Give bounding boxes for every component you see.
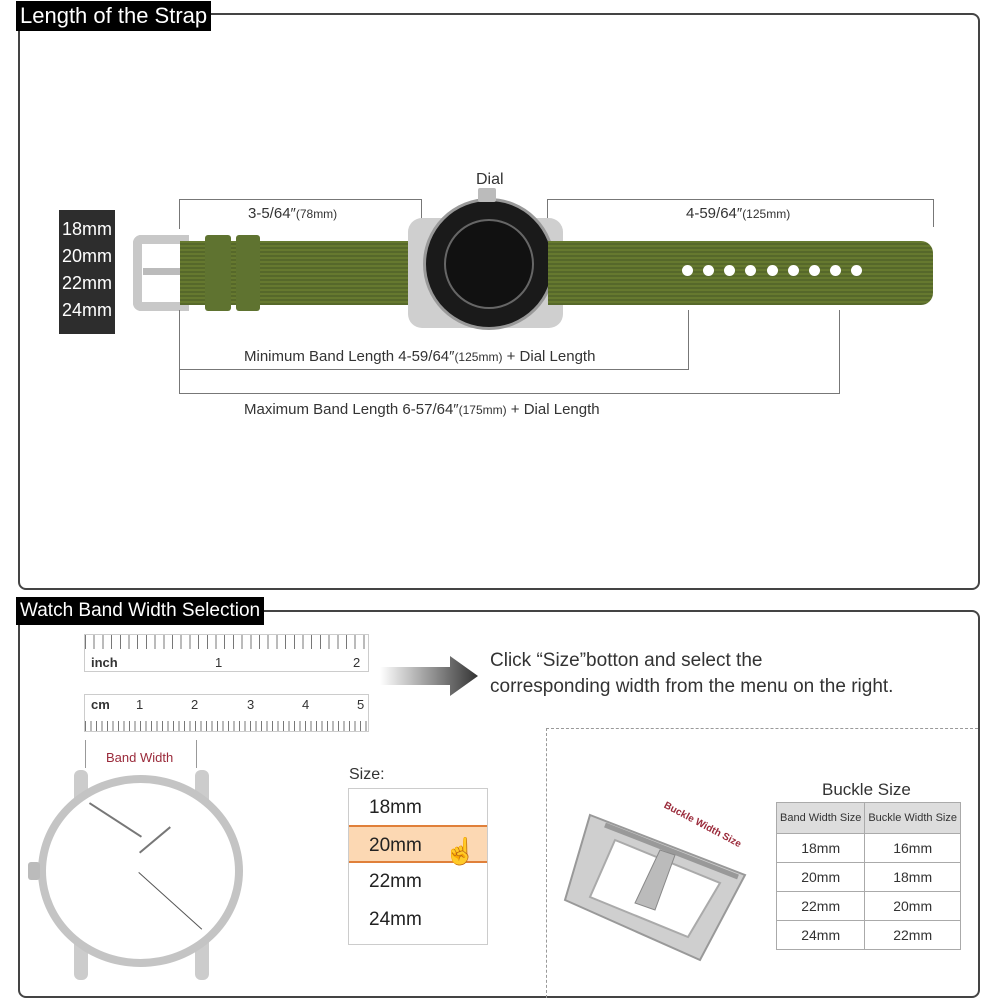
buckle-width-cell: 16mm [865,834,961,863]
inch-ruler [84,634,369,672]
long-side-mm: (125mm) [742,207,791,221]
size-option-20mm[interactable]: 20mm [349,825,487,863]
cm-mark-1: 1 [136,697,144,712]
long-side-inches: 4-59/64″ [686,205,743,222]
strap-hole [767,265,778,276]
watch-crown [478,188,496,202]
strap-hole [851,265,862,276]
cm-ruler [84,694,369,732]
max-band-suffix: + Dial Length [510,401,600,418]
inch-mark-1: 1 [215,655,223,670]
width-22: 22mm [61,273,112,293]
width-24: 24mm [61,300,112,320]
size-label: Size: [349,766,385,783]
size-option-22mm[interactable]: 22mm [369,871,422,892]
dial-label: Dial [476,171,504,188]
table-row [777,892,961,921]
short-side-measure [248,205,337,222]
buckle-size-title: Buckle Size [822,780,911,799]
hand-pointer-icon: ☝ [444,836,477,866]
strap-keeper-2 [236,235,260,311]
watch-dial [444,219,534,309]
min-band-mm: (125mm) [454,350,503,364]
buckle-width-label: Buckle Width Size [661,800,743,851]
cm-mark-5: 5 [357,697,365,712]
dress-watch-crown [28,862,40,880]
ruler-ticks [85,635,368,649]
strap-hole [788,265,799,276]
width-20: 20mm [61,246,112,266]
dashed-divider-vertical [546,728,547,998]
table-row [777,834,961,863]
band-width-label: Band Width [106,750,174,765]
cm-mark-2: 2 [191,697,199,712]
instruction-line-1: Click “Size”botton and select the [490,650,763,671]
strap-hole [682,265,693,276]
strap-keeper-1 [205,235,231,311]
width-options-box [59,210,115,334]
section-title-strap-length: Length of the Strap [16,1,211,31]
table-row [777,921,961,950]
section-title-band-width: Watch Band Width Selection [16,597,264,625]
band-width-cell: 18mm [777,834,865,863]
buckle-width-cell: 22mm [865,921,961,950]
instruction-line-2: corresponding width from the menu on the right. [490,676,894,697]
inch-unit-label: inch [91,655,118,670]
strap-hole [745,265,756,276]
strap-hole [724,265,735,276]
width-18: 18mm [61,219,112,239]
dress-watch-case [38,775,243,967]
cm-mark-4: 4 [302,697,310,712]
strap-hole [703,265,714,276]
max-band-text: Maximum Band Length 6-57/64″ [244,401,459,418]
table-row [777,863,961,892]
strap-long-side [548,241,933,305]
max-band-length [244,401,600,418]
min-band-suffix: + Dial Length [506,348,596,365]
buckle-width-cell: 20mm [865,892,961,921]
size-option-18mm[interactable]: 18mm [369,797,422,818]
cm-mark-3: 3 [247,697,255,712]
header-buckle-width: Buckle Width Size [865,803,961,834]
buckle-size-table [776,802,961,950]
arrow-right-icon [380,656,480,696]
inch-mark-2: 2 [353,655,361,670]
short-side-mm: (78mm) [295,207,338,221]
band-width-cell: 22mm [777,892,865,921]
min-band-text: Minimum Band Length 4-59/64″ [244,348,455,365]
max-band-mm: (175mm) [458,403,507,417]
strap-hole [830,265,841,276]
band-width-cell: 24mm [777,921,865,950]
short-side-inches: 3-5/64″ [248,205,296,222]
band-width-cell: 20mm [777,863,865,892]
table-header-row [777,803,961,834]
size-option-24mm[interactable]: 24mm [369,909,422,930]
ruler-ticks [85,721,368,731]
cm-unit-label: cm [91,697,110,712]
dashed-divider-horizontal [546,728,978,729]
strap-hole [809,265,820,276]
max-band-bracket [179,310,840,394]
long-side-measure [686,205,790,222]
buckle-width-cell: 18mm [865,863,961,892]
header-band-width: Band Width Size [777,803,865,834]
